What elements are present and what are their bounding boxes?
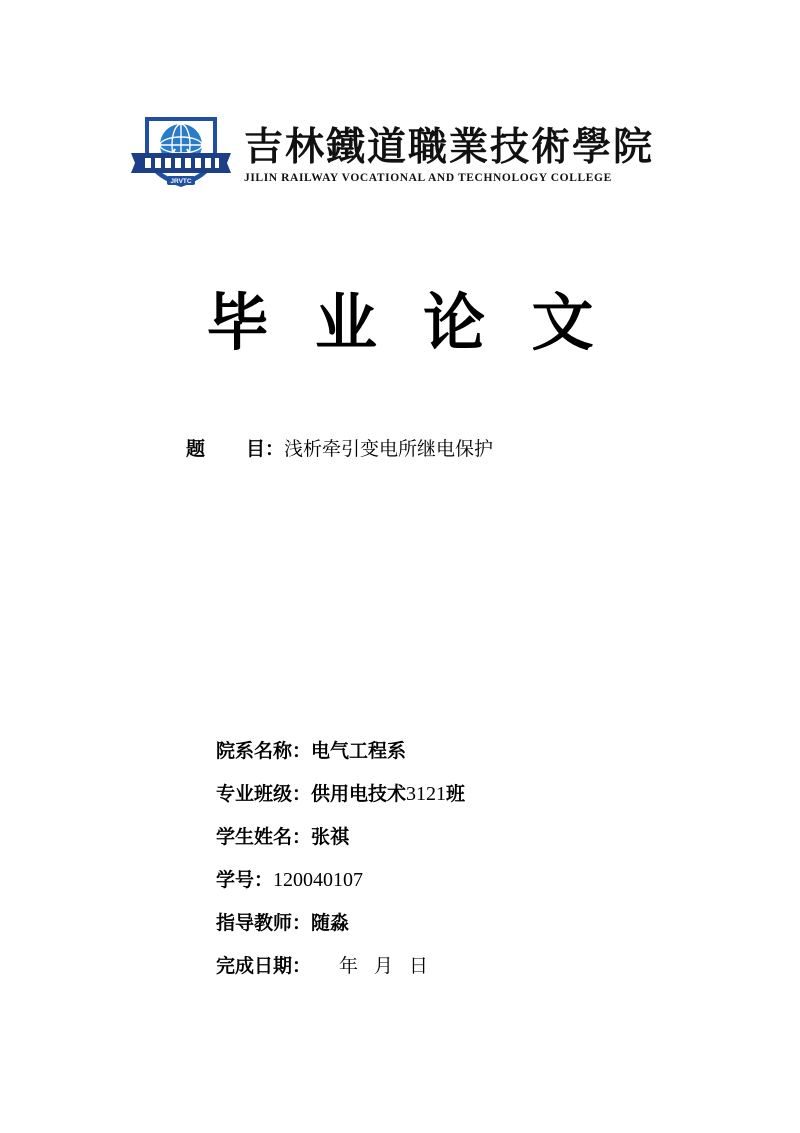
school-emblem-icon bbox=[131, 113, 231, 189]
subject-row bbox=[186, 434, 493, 464]
major-class-number: 3121 bbox=[406, 782, 447, 805]
completion-date-label: 完成日期： bbox=[216, 954, 312, 977]
advisor-value: 随淼 bbox=[311, 911, 350, 934]
subject-label: 题 bbox=[186, 438, 206, 460]
student-id-row bbox=[216, 858, 616, 901]
student-id-label: 学号： bbox=[216, 868, 274, 891]
school-name-english: JILIN RAILWAY VOCATIONAL AND TECHNOLOGY COLLEGE bbox=[244, 172, 612, 184]
subject-label-end: 目： bbox=[246, 438, 285, 460]
title-char: 论 bbox=[423, 286, 486, 359]
advisor-row bbox=[216, 901, 616, 944]
svg-text:JRVTC: JRVTC bbox=[170, 178, 192, 185]
major-class-row bbox=[216, 772, 616, 815]
title-char: 毕 bbox=[206, 286, 269, 359]
department-label: 院系名称： bbox=[216, 739, 312, 762]
major-class-value: 供用电技术 bbox=[311, 782, 407, 805]
date-day: 日 bbox=[409, 954, 429, 977]
student-name-row bbox=[216, 815, 616, 858]
student-id-value: 120040107 bbox=[273, 868, 364, 891]
department-value: 电气工程系 bbox=[311, 739, 407, 762]
student-info bbox=[216, 729, 616, 987]
major-class-label: 专业班级： bbox=[216, 782, 312, 805]
title-char: 业 bbox=[314, 286, 377, 359]
student-name-value: 张祺 bbox=[311, 825, 350, 848]
date-month: 月 bbox=[374, 954, 394, 977]
date-year: 年 bbox=[339, 954, 359, 977]
school-banner bbox=[131, 113, 686, 189]
student-name-label: 学生姓名： bbox=[216, 825, 312, 848]
title-char: 文 bbox=[531, 286, 594, 359]
advisor-label: 指导教师： bbox=[216, 911, 312, 934]
subject-value: 浅析牵引变电所继电保护 bbox=[284, 438, 494, 460]
department-row bbox=[216, 729, 616, 772]
completion-date-row bbox=[216, 944, 616, 987]
major-class-suffix: 班 bbox=[446, 782, 466, 805]
thesis-title bbox=[200, 278, 600, 368]
school-name-chinese: 吉林鐵道職業技術學院 bbox=[244, 124, 655, 170]
